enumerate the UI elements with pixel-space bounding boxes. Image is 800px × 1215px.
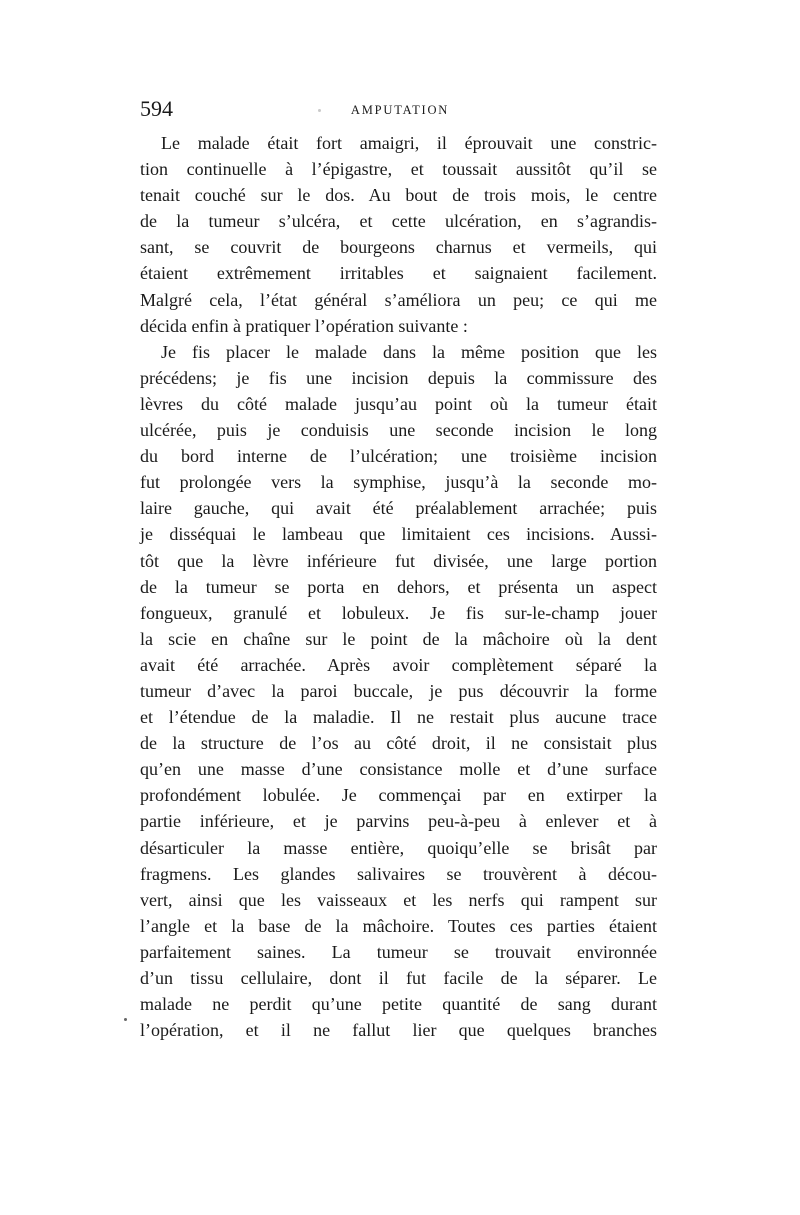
text-line: je disséquai le lambeau que limitaient ces incisions. Aussi-: [140, 524, 657, 545]
text-line: Je fis placer le malade dans la même position que les: [161, 341, 657, 362]
text-line: qu’en une masse d’une consistance molle et d’une surface: [140, 759, 657, 780]
text-line: fragmens. Les glandes salivaires se trouvèrent à décou-: [140, 863, 657, 884]
text-line: de la structure de l’os au côté droit, il ne consistait plus: [140, 733, 657, 754]
text-line: tumeur d’avec la paroi buccale, je pus découvrir la forme: [140, 680, 657, 701]
text-line: vert, ainsi que les vaisseaux et les nerfs qui rampent sur: [140, 889, 657, 910]
running-title: AMPUTATION: [350, 103, 450, 117]
text-line: l’opération, et il ne fallut lier que quelques branches: [140, 1020, 657, 1041]
text-line: étaient extrêmement irritables et saignaient facilement.: [140, 263, 657, 284]
text-line: d’un tissu cellulaire, dont il fut facile de la séparer. Le: [140, 968, 657, 988]
text-line: parfaitement saines. La tumeur se trouvait environnée: [140, 941, 657, 962]
text-line: décida enfin à pratiquer l’opération suivante :: [140, 315, 468, 336]
text-line: tôt que la lèvre inférieure fut divisée, une large portion: [140, 550, 657, 571]
print-speck: [318, 109, 321, 112]
text-line: tion continuelle à l’épigastre, et toussait aussitôt qu’il se: [140, 159, 657, 180]
text-line: de la tumeur s’ulcéra, et cette ulcération, en s’agrandis-: [140, 211, 657, 232]
text-line: Malgré cela, l’état général s’améliora un peu; ce qui me: [140, 289, 657, 310]
text-line: et l’étendue de la maladie. Il ne restait plus aucune trace: [140, 707, 657, 728]
text-line: fut prolongée vers la symphise, jusqu’à la seconde mo-: [140, 472, 657, 493]
text-line: désarticuler la masse entière, quoiqu’elle se brisât par: [140, 837, 657, 858]
body-text: [140, 130, 657, 1043]
text-line: de la tumeur se porta en dehors, et présenta un aspect: [140, 576, 657, 597]
page-number: 594: [140, 96, 173, 121]
text-line: tenait couché sur le dos. Au bout de trois mois, le centre: [140, 185, 657, 206]
text-line: précédens; je fis une incision depuis la commissure des: [140, 367, 657, 388]
text-line: du bord interne de l’ulcération; une troisième incision: [140, 446, 657, 467]
text-line: laire gauche, qui avait été préalablement arrachée; puis: [140, 498, 657, 519]
text-line: profondément lobulée. Je commençai par en extirper la: [140, 785, 657, 806]
text-line: la scie en chaîne sur le point de la mâchoire où la dent: [140, 628, 657, 649]
text-line: sant, se couvrit de bourgeons charnus et vermeils, qui: [140, 237, 657, 258]
running-head: [140, 97, 660, 121]
text-line: malade ne perdit qu’une petite quantité de sang durant: [140, 994, 657, 1015]
text-line: Le malade était fort amaigri, il éprouvait une constric-: [161, 133, 657, 153]
text-line: fongueux, granulé et lobuleux. Je fis sur-le-champ jouer: [140, 602, 657, 623]
text-line: avait été arrachée. Après avoir complètement séparé la: [140, 654, 657, 675]
text-line: l’angle et la base de la mâchoire. Toutes ces parties étaient: [140, 915, 657, 936]
text-line: lèvres du côté malade jusqu’au point où la tumeur était: [140, 393, 657, 414]
text-line: ulcérée, puis je conduisis une seconde incision le long: [140, 420, 657, 441]
print-speck: [124, 1018, 127, 1021]
text-line: partie inférieure, et je parvins peu-à-peu à enlever et à: [140, 811, 657, 832]
